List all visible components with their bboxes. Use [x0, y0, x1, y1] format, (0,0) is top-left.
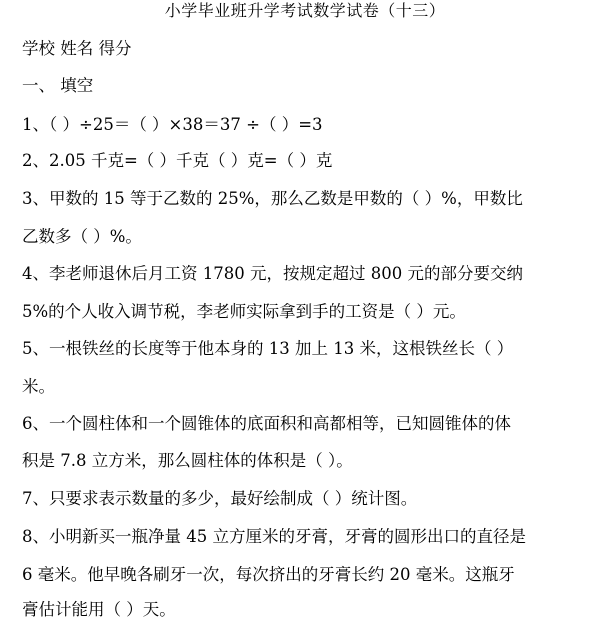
question-4-line-2: 5%的个人收入调节税，李老师实际拿到手的工资是（ ）元。: [22, 302, 466, 321]
exam-title: 小学毕业班升学考试数学试卷（十三）: [164, 1, 446, 20]
question-3-line-2: 乙数多（ ）%。: [22, 227, 142, 246]
header-fields: 学校 姓名 得分: [22, 39, 132, 58]
question-8-line-3: 膏估计能用（ ）天。: [22, 600, 176, 619]
question-3-line-1: 3、甲数的 15 等于乙数的 25%，那么乙数是甲数的（ ）%，甲数比: [22, 189, 523, 208]
question-7-line-1: 7、只要求表示数量的多少，最好绘制成（ ）统计图。: [22, 489, 418, 508]
question-2-line-1: 2、2.05 千克=（ ）千克（ ）克=（ ）克: [22, 151, 333, 170]
question-5-line-2: 米。: [22, 377, 55, 396]
question-5-line-1: 5、一根铁丝的长度等于他本身的 13 加上 13 米，这根铁丝长（ ）: [22, 339, 514, 358]
question-6-line-1: 6、一个圆柱体和一个圆锥体的底面积和高都相等，已知圆锥体的体: [22, 414, 511, 433]
section-heading: 一、 填空: [22, 76, 94, 95]
question-6-line-2: 积是 7.8 立方米，那么圆柱体的体积是（ ）。: [22, 451, 353, 470]
question-8-line-2: 6 毫米。他早晚各刷牙一次，每次挤出的牙膏长约 20 毫米。这瓶牙: [22, 565, 515, 584]
question-1-line-1: 1、（ ）÷25＝（ ）×38＝37 ÷（ ）=3: [22, 115, 323, 134]
question-4-line-1: 4、李老师退休后月工资 1780 元，按规定超过 800 元的部分要交纳: [22, 264, 523, 283]
question-8-line-1: 8、小明新买一瓶净量 45 立方厘米的牙膏，牙膏的圆形出口的直径是: [22, 527, 526, 546]
